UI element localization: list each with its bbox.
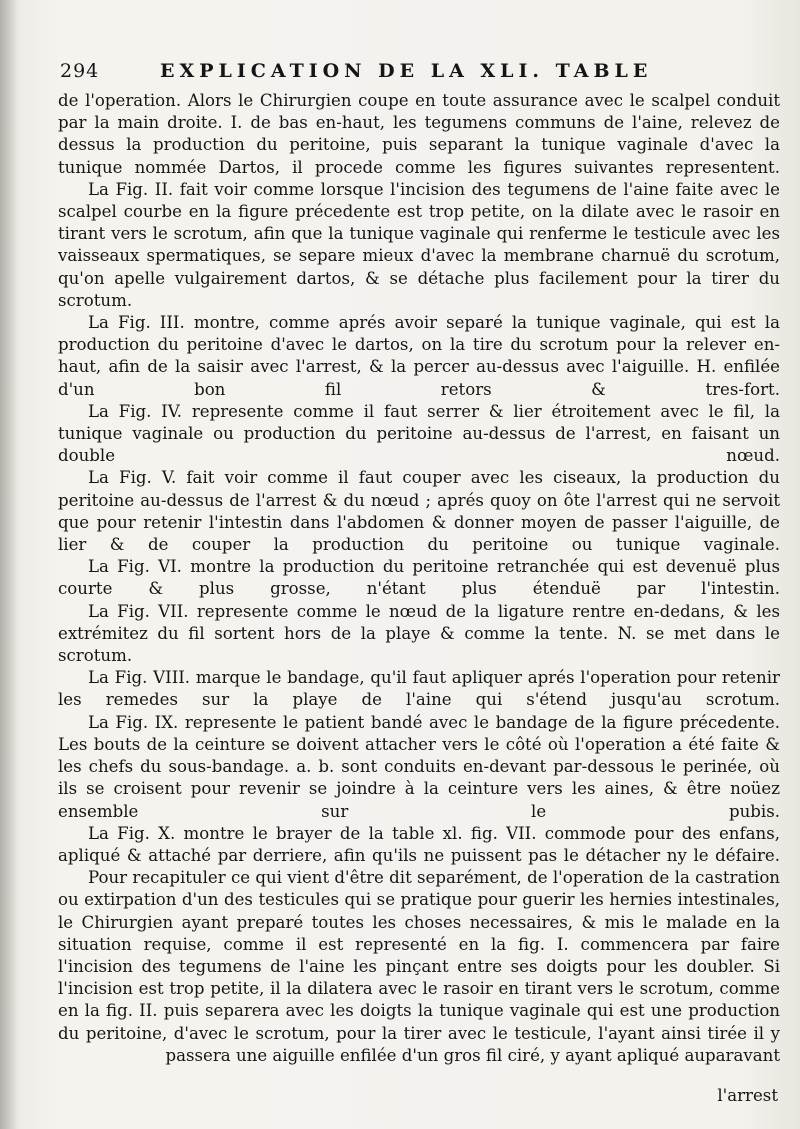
paragraph-fig-3: La Fig. III. montre, comme aprés avoir separé la tunique vaginale, qui est la production du peritoine d'avec le dartos, on la tire du scrotum pour la relever en-haut, afin de la saisir avec l'arrest, & la percer au-dessus avec l'aiguille. H. enfilée d'un bon fil retors & tres-fort. (58, 313, 780, 399)
paragraph-fig-2: La Fig. II. fait voir comme lorsque l'incision des tegumens de l'aine faite avec le scalpel courbe en la figure précedente est trop petite, on la dilate avec le rasoir en tirant vers le scrotum, afin que la tunique vaginale qui renferme le testicule avec les vaisseaux spermatiques, se separe mieux d'avec la membrane charnuë du scrotum, qu'on apelle vulgairement dartos, & se détache plus facilement pour la tirer du scrotum. (58, 179, 780, 310)
spine-shadow (0, 0, 18, 1129)
page-number: 294 (60, 60, 100, 82)
paragraph-fig-9: La Fig. IX. represente le patient bandé avec le bandage de la figure précedente. Les bouts de la ceinture se doivent attacher vers le côté où l'operation a été faite & les chefs du sous-bandage. a. b. sont conduits en-devant par-dessous le perinée, où ils se croisent pour revenir se joindre à la ceinture vers les aines, & être noüez ensemble sur le pubis. (58, 712, 780, 821)
paragraph-continuation: de l'operation. Alors le Chirurgien coupe en toute assurance avec le scalpel conduit par la main droite. I. de bas en-haut, les tegumens communs de l'aine, relevez de dessus la production du peritoine, puis separant la tunique vaginale d'avec la tunique nommée Dartos, il procede comme les figures suivantes representent. (58, 91, 780, 177)
paragraph-fig-8: La Fig. VIII. marque le bandage, qu'il faut apliquer aprés l'operation pour retenir les remedes sur la playe de l'aine qui s'étend jusqu'au scrotum. (58, 668, 780, 710)
page-title: EXPLICATION DE LA XLI. TABLE (160, 60, 653, 82)
running-head (60, 60, 780, 84)
paragraph-fig-6: La Fig. VI. montre la production du peritoine retranchée qui est devenuë plus courte & plus grosse, n'étant plus étenduë par l'intestin. (58, 557, 780, 599)
paragraph-fig-10: La Fig. X. montre le brayer de la table xl. fig. VII. commode pour des enfans, apliqué & attaché par derriere, afin qu'ils ne puissent pas le détacher ny le défaire. (58, 823, 780, 865)
paragraph-fig-4: La Fig. IV. represente comme il faut serrer & lier étroitement avec le fil, la tunique vaginale ou production du peritoine au-dessus de l'arrest, en faisant un double nœud. (58, 401, 780, 466)
catchword: l'arrest (717, 1086, 778, 1105)
paragraph-fig-5: La Fig. V. fait voir comme il faut couper avec les ciseaux, la production du peritoine au-dessus de l'arrest & du nœud ; aprés quoy on ôte l'arrest qui ne servoit que pour retenir l'intestin dans l'abdomen & donner moyen de passer l'aiguille, de lier & de couper la production du peritoine ou tunique vaginale. (58, 468, 780, 555)
body-text (58, 90, 780, 1067)
paragraph-fig-7: La Fig. VII. represente comme le nœud de la ligature rentre en-dedans, & les extrémitez du fil sortent hors de la playe & comme la tente. N. se met dans le scrotum. (58, 601, 780, 666)
paragraph-recapitulation: Pour recapituler ce qui vient d'être dit separément, de l'operation de la castration ou extirpation d'un des testicules qui se pratique pour guerir les hernies intestinales, le Chirurgien ayant preparé toutes les choses necessaires, & mis le malade en la situation requise, comme il est representé en la fig. I. commencera par faire l'incision des tegumens de l'aine les pinçant entre ses doigts pour les doubler. Si l'incision est trop petite, il la dilatera avec le rasoir en tirant vers le scrotum, comme en la fig. II. puis separera avec les doigts la tunique vaginale qui est une production du peritoine, d'avec le scrotum, pour la tirer avec le testicule, l'ayant ainsi tirée il y passera une aiguille enfilée d'un gros fil ciré, y ayant apliqué auparavant (58, 868, 780, 1065)
